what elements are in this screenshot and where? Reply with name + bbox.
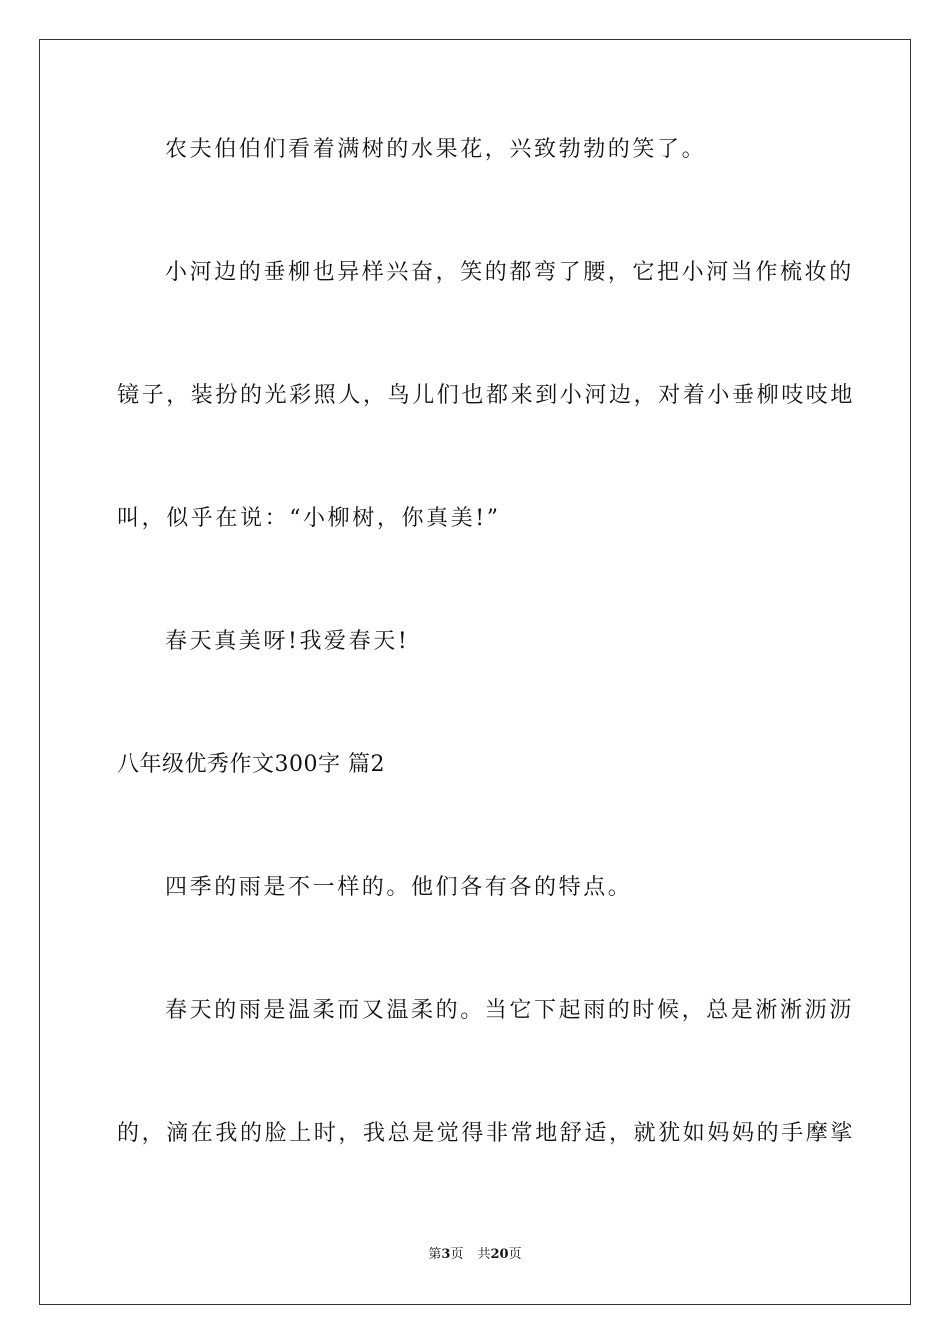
page-total: 共20页 bbox=[477, 1247, 522, 1262]
paragraph-line: 四季的雨是不一样的。他们各有各的特点。 bbox=[165, 875, 633, 900]
page-frame bbox=[39, 39, 911, 1305]
page-number: 第3页 bbox=[428, 1247, 464, 1262]
paragraph-line: 春天的雨是温柔而又温柔的。当它下起雨的时候，总是淅淅沥沥 bbox=[165, 998, 854, 1023]
page-footer bbox=[0, 1246, 950, 1264]
section-heading: 八年级优秀作文300字 篇2 bbox=[117, 752, 385, 777]
paragraph-line: 小河边的垂柳也异样兴奋，笑的都弯了腰，它把小河当作梳妆的 bbox=[165, 260, 854, 285]
paragraph-line: 镜子，装扮的光彩照人，鸟儿们也都来到小河边，对着小垂柳吱吱地 bbox=[117, 383, 856, 408]
paragraph-line: 叫，似乎在说：“小柳树，你真美!” bbox=[117, 506, 501, 531]
paragraph-line: 春天真美呀!我爱春天! bbox=[165, 629, 410, 654]
paragraph-line: 农夫伯伯们看着满树的水果花，兴致勃勃的笑了。 bbox=[165, 137, 707, 162]
paragraph-line: 的，滴在我的脸上时，我总是觉得非常地舒适，就犹如妈妈的手摩挲 bbox=[117, 1121, 856, 1146]
